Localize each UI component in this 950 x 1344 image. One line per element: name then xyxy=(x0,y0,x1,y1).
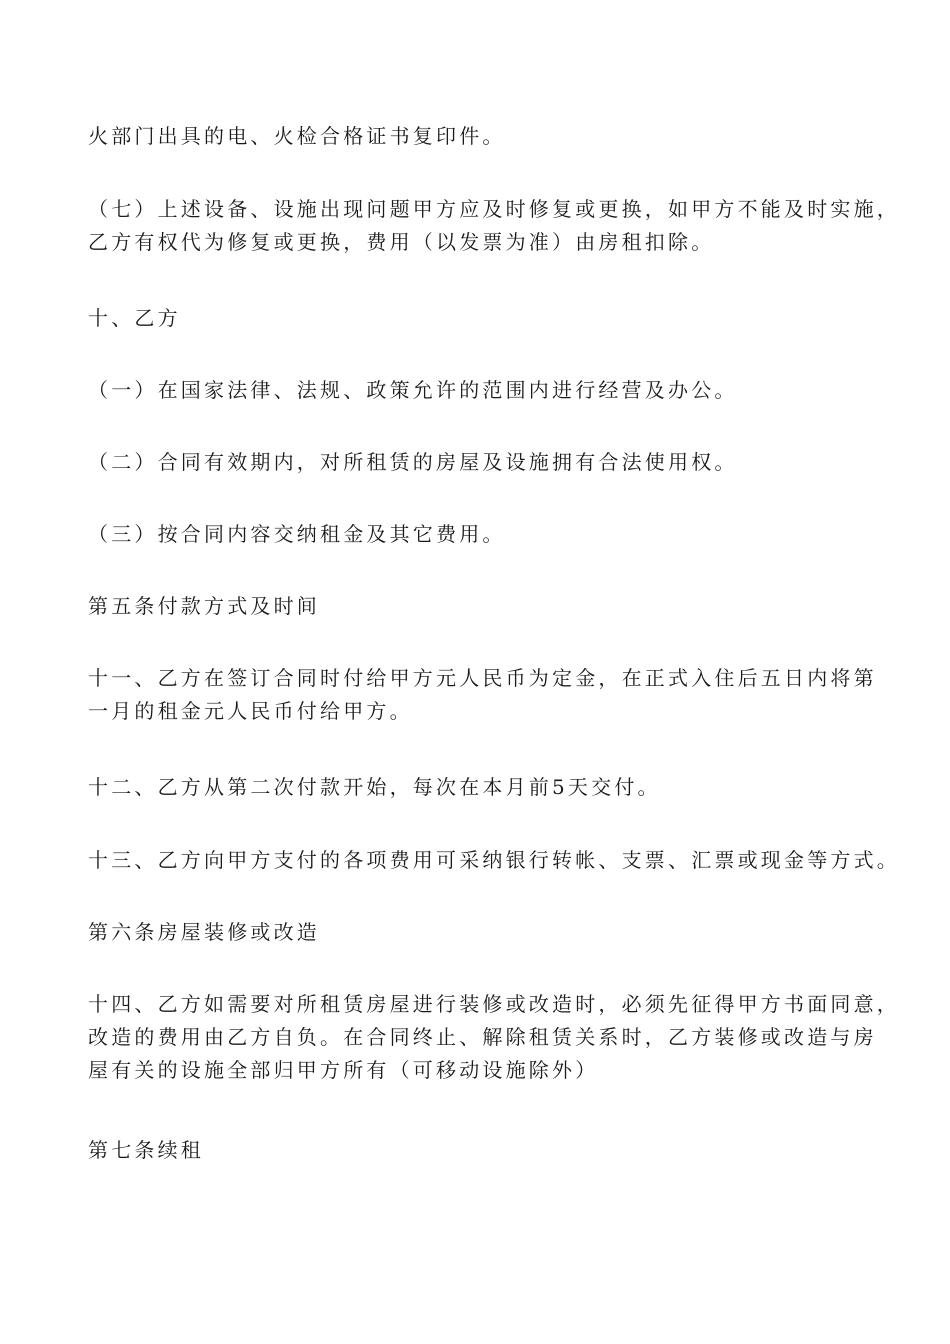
text-line: 十三、乙方向甲方支付的各项费用可采纳银行转帐、支票、汇票或现金等方式。 xyxy=(88,848,900,872)
text-line: 屋有关的设施全部归甲方所有（可移动设施除外） xyxy=(88,1058,599,1082)
paragraph-item-1 xyxy=(88,374,868,407)
paragraph-clause-7 xyxy=(88,193,900,259)
paragraph-clause-12 xyxy=(88,771,868,804)
text-line: 火部门出具的电、火检合格证书复印件。 xyxy=(88,124,506,148)
text-line: 十、乙方 xyxy=(88,306,181,330)
text-line: （七）上述设备、设施出现问题甲方应及时修复或更换，如甲方不能及时实施， xyxy=(88,197,900,221)
paragraph-clause-14 xyxy=(88,988,900,1087)
text-line: （一）在国家法律、法规、政策允许的范围内进行经营及办公。 xyxy=(88,378,738,402)
paragraph-fire-certificate xyxy=(88,120,868,153)
text-line: 第六条房屋装修或改造 xyxy=(88,920,320,944)
paragraph-item-3 xyxy=(88,518,868,551)
text-line: （二）合同有效期内，对所租赁的房屋及设施拥有合法使用权。 xyxy=(88,450,738,474)
paragraph-item-2 xyxy=(88,446,868,479)
text-line: 第七条续租 xyxy=(88,1138,204,1162)
article-heading-5 xyxy=(88,590,868,623)
text-line: 十二、乙方从第二次付款开始，每次在本月前5天交付。 xyxy=(88,775,661,799)
section-heading-party-b xyxy=(88,302,868,335)
text-line: 第五条付款方式及时间 xyxy=(88,594,320,618)
text-line: 乙方有权代为修复或更换，费用（以发票为准）由房租扣除。 xyxy=(88,230,715,254)
text-line: 改造的费用由乙方自负。在合同终止、解除租赁关系时，乙方装修或改造与房 xyxy=(88,1025,877,1049)
paragraph-clause-11 xyxy=(88,662,877,728)
article-heading-7 xyxy=(88,1134,868,1167)
text-line: （三）按合同内容交纳租金及其它费用。 xyxy=(88,522,506,546)
text-line: 一月的租金元人民币付给甲方。 xyxy=(88,699,413,723)
paragraph-clause-13 xyxy=(88,844,900,877)
text-line: 十四、乙方如需要对所租赁房屋进行装修或改造时，必须先征得甲方书面同意， xyxy=(88,992,900,1016)
text-line: 十一、乙方在签订合同时付给甲方元人民币为定金，在正式入住后五日内将第 xyxy=(88,666,877,690)
article-heading-6 xyxy=(88,916,868,949)
